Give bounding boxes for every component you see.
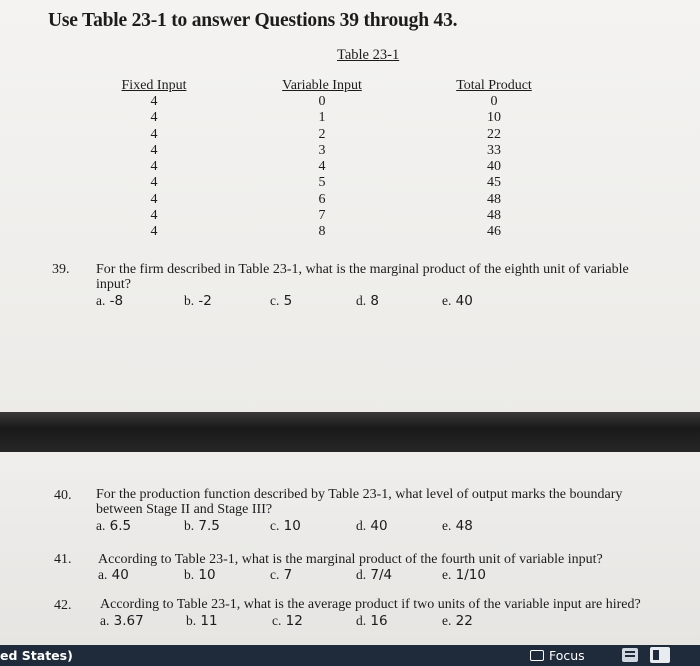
table-caption: Table 23-1 <box>337 47 400 63</box>
option-a <box>96 518 131 534</box>
option-value: 12 <box>285 613 303 629</box>
table-cell: 4 <box>150 126 158 142</box>
option-value: 48 <box>455 518 473 534</box>
option-letter: c. <box>270 567 280 582</box>
option-b <box>186 613 218 629</box>
option-e <box>442 518 473 534</box>
table-cell: 1 <box>318 110 326 126</box>
language-status[interactable]: ed States) <box>0 648 73 663</box>
option-letter: d. <box>356 293 367 308</box>
total-product-header: Total Product <box>456 78 532 93</box>
page-divider <box>0 412 700 452</box>
option-letter: d. <box>356 567 367 582</box>
table-cell: 5 <box>318 175 326 191</box>
option-letter: a. <box>96 518 106 533</box>
table-cell: 4 <box>150 94 158 109</box>
option-value: 6.5 <box>109 518 132 534</box>
table-cell: 7 <box>318 208 326 224</box>
option-letter: d. <box>356 613 367 628</box>
option-d <box>356 293 379 309</box>
option-letter: c. <box>272 613 282 628</box>
option-value: 7/4 <box>370 567 393 583</box>
status-bar <box>0 645 700 666</box>
option-d <box>356 613 388 629</box>
table-cell: 4 <box>150 191 158 207</box>
option-value: 10 <box>283 518 301 534</box>
question-number: 39. <box>52 262 70 277</box>
page-heading: Use Table 23-1 to answer Questions 39 through 43. <box>48 10 458 31</box>
option-letter: b. <box>184 567 195 582</box>
table-cell: 46 <box>487 224 501 240</box>
table-cell: 40 <box>487 159 501 175</box>
option-letter: a. <box>98 567 108 582</box>
option-letter: d. <box>356 518 367 533</box>
option-value: -2 <box>198 293 212 309</box>
option-e <box>442 293 473 309</box>
option-value: 7 <box>283 567 293 583</box>
option-e <box>442 567 486 583</box>
option-value: 40 <box>455 293 473 309</box>
question-text-line1: For the firm described in Table 23-1, what is the marginal product of the eighth unit of variable <box>96 262 629 277</box>
table-cell: 3 <box>318 142 326 158</box>
table-cell: 4 <box>318 159 326 175</box>
option-b <box>184 293 212 309</box>
option-value: 16 <box>370 613 388 629</box>
option-value: 40 <box>370 518 388 534</box>
option-letter: c. <box>270 518 280 533</box>
question-text-line1: According to Table 23-1, what is the marginal product of the fourth unit of variable input? <box>98 552 603 567</box>
table-cell: 48 <box>487 191 501 207</box>
table-cell: 2 <box>318 126 326 142</box>
question-text-line1: For the production function described by Table 23-1, what level of output marks the boundary <box>96 487 623 502</box>
question-number: 40. <box>54 488 72 503</box>
variable-input-column <box>278 78 366 241</box>
table-cell: 6 <box>318 191 326 207</box>
focus-icon <box>530 650 544 661</box>
table-cell: 0 <box>490 94 498 109</box>
option-letter: b. <box>186 613 197 628</box>
table-cell: 8 <box>318 224 326 240</box>
variable-input-header: Variable Input <box>282 78 362 93</box>
option-c <box>270 567 292 583</box>
option-a <box>100 613 144 629</box>
question-text-line2: between Stage II and Stage III? <box>96 502 273 517</box>
option-value: 11 <box>200 613 218 629</box>
total-product-column <box>452 78 536 241</box>
table-cell: 4 <box>150 110 158 126</box>
option-value: 40 <box>111 567 129 583</box>
option-letter: a. <box>100 613 110 628</box>
table-cell: 4 <box>150 142 158 158</box>
option-value: 8 <box>370 293 380 309</box>
option-letter: e. <box>442 613 452 628</box>
table-cell: 48 <box>487 208 501 224</box>
option-value: 1/10 <box>455 567 486 583</box>
print-layout-icon[interactable] <box>650 647 670 663</box>
fixed-input-column <box>116 78 192 241</box>
table-cell: 4 <box>150 159 158 175</box>
option-e <box>442 613 473 629</box>
option-c <box>270 293 292 309</box>
table-cell: 0 <box>318 94 326 109</box>
option-letter: e. <box>442 567 452 582</box>
option-b <box>184 518 220 534</box>
read-mode-icon[interactable] <box>622 648 638 662</box>
option-letter: c. <box>270 293 280 308</box>
table-cell: 22 <box>487 126 501 142</box>
table-cell: 4 <box>150 224 158 240</box>
table-cell: 4 <box>150 175 158 191</box>
option-d <box>356 567 392 583</box>
table-cell: 10 <box>487 110 501 126</box>
table-cell: 4 <box>150 208 158 224</box>
option-letter: b. <box>184 518 195 533</box>
table-cell: 33 <box>487 142 501 158</box>
option-value: 22 <box>455 613 473 629</box>
option-value: 10 <box>198 567 216 583</box>
question-number: 42. <box>54 598 72 613</box>
option-value: 7.5 <box>198 518 220 534</box>
option-b <box>184 567 216 583</box>
option-a <box>98 567 129 583</box>
question-text-line1: According to Table 23-1, what is the average product if two units of the variable input are hired? <box>100 597 641 612</box>
focus-label: Focus <box>549 648 585 663</box>
option-letter: e. <box>442 293 452 308</box>
question-text-line2: input? <box>96 277 131 292</box>
option-c <box>270 518 301 534</box>
option-c <box>272 613 303 629</box>
option-letter: b. <box>184 293 195 308</box>
fixed-input-header: Fixed Input <box>121 78 187 93</box>
focus-button[interactable] <box>530 647 585 664</box>
option-value: -8 <box>109 293 124 309</box>
option-a <box>96 293 123 309</box>
option-d <box>356 518 388 534</box>
question-number: 41. <box>54 552 72 567</box>
option-value: 3.67 <box>113 613 144 629</box>
table-cell: 45 <box>487 175 501 191</box>
option-value: 5 <box>283 293 293 309</box>
option-letter: e. <box>442 518 452 533</box>
option-letter: a. <box>96 293 106 308</box>
